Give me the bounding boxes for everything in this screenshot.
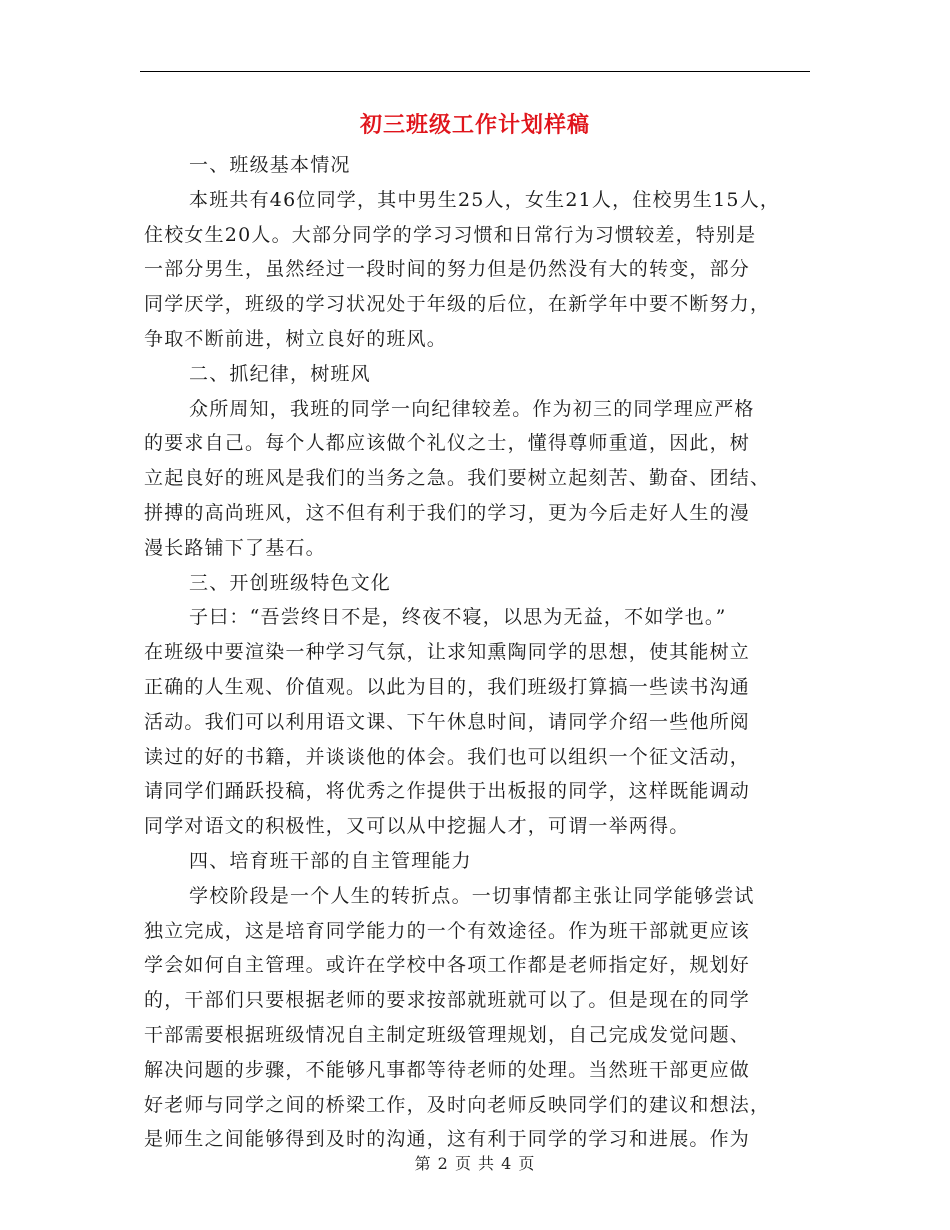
document-title: 初三班级工作计划样稿 [359, 113, 590, 138]
text-line: 立起良好的班风是我们的当务之急。我们要树立起刻苦、勤奋、团结、 [144, 467, 771, 490]
text-line: 学会如何自主管理。或许在学校中各项工作都是老师指定好，规划好 [144, 954, 751, 977]
text-line: 同学对语文的积极性，又可以从中挖掘人才，可谓一举两得。 [144, 815, 690, 838]
text-line: 学校阶段是一个人生的转折点。一切事情都主张让同学能够尝试 [189, 884, 755, 907]
text-line: 一部分男生，虽然经过一段时间的努力但是仍然没有大的转变，部分 [144, 258, 751, 281]
header-rule [140, 71, 810, 72]
text-line: 读过的好的书籍，并谈谈他的体会。我们也可以组织一个征文活动， [144, 745, 751, 768]
text-line: 众所周知，我班的同学一向纪律较差。作为初三的同学理应严格 [189, 397, 755, 420]
text-line: 三、开创班级特色文化 [189, 571, 392, 594]
text-line: 的，干部们只要根据老师的要求按部就班就可以了。但是现在的同学 [144, 989, 751, 1012]
text-line: 拼搏的高尚班风，这不但有利于我们的学习，更为今后走好人生的漫 [144, 501, 751, 524]
text-line: 请同学们踊跃投稿，将优秀之作提供于出板报的同学，这样既能调动 [144, 780, 751, 803]
text-line: 解决问题的步骤，不能够凡事都等待老师的处理。当然班干部更应做 [144, 1058, 751, 1081]
text-line: 好老师与同学之间的桥梁工作，及时向老师反映同学们的建议和想法， [144, 1093, 771, 1116]
text-line: 活动。我们可以利用语文课、下午休息时间，请同学介绍一些他所阅 [144, 710, 751, 733]
text-line: 独立完成，这是培育同学能力的一个有效途径。作为班干部就更应该 [144, 919, 751, 942]
text-line: 正确的人生观、价值观。以此为目的，我们班级打算搞一些读书沟通 [144, 675, 751, 698]
text-line: 争取不断前进，树立良好的班风。 [144, 327, 448, 350]
text-line: 本班共有46位同学，其中男生25人，女生21人，住校男生15人， [189, 188, 781, 211]
document-body [144, 148, 824, 1157]
text-line: 一、班级基本情况 [189, 154, 351, 176]
text-line: 在班级中要渲染一种学习气氛，让求知熏陶同学的思想，使其能树立 [144, 641, 751, 664]
text-line: 子曰：“吾尝终日不是，终夜不寝，以思为无益，不如学也。” [189, 606, 727, 629]
text-line: 四、培育班干部的自主管理能力 [189, 849, 472, 872]
text-line: 的要求自己。每个人都应该做个礼仪之士，懂得尊师重道，因此，树 [144, 432, 751, 455]
text-line: 二、抓纪律，树班风 [189, 362, 371, 385]
page-footer: 第 2 页 共 4 页 [414, 1154, 536, 1173]
text-line: 同学厌学，班级的学习状况处于年级的后位，在新学年中要不断努力， [144, 293, 771, 316]
text-line: 干部需要根据班级情况自主制定班级管理规划，自己完成发觉问题、 [144, 1023, 751, 1046]
text-line: 漫长路铺下了基石。 [144, 536, 326, 559]
text-line: 住校女生20人。大部分同学的学习习惯和日常行为习惯较差，特别是 [144, 223, 757, 246]
text-line: 是师生之间能够得到及时的沟通，这有利于同学的学习和进展。作为 [144, 1128, 751, 1151]
